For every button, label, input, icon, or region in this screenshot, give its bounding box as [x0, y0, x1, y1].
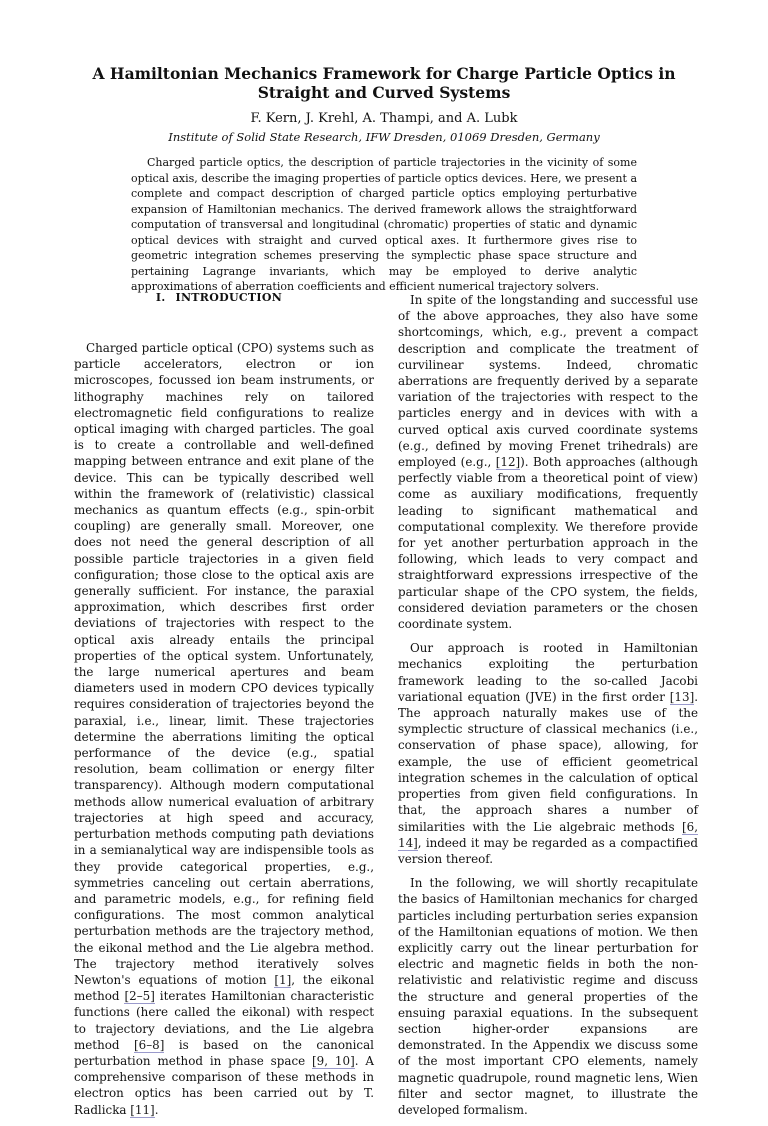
intro-text: Charged particle optical (CPO) systems such as particle accelerators, electron or ion microscopes, focussed ion beam instruments, or lithography machines rely on tailored electromagnetic field configurations to realize optical imaging with charged particles. The goal is to create a controllable and well-defined mapping between entrance and exit plane of the device. This can be typically described well within the framework of (relativistic) classical mechanics as quantum effects (e.g., spin-orbit coupling) are generally small. Moreover, one does not need the general description of all possible particle trajectories in a given field configuration; those close to the optical axis are generally sufficient. For instance, the paraxial approximation, which describes first order deviations of trajectories with respect to the optical axis already entails the principal properties of the optical system. Unfortunately, the large numerical apertures and beam diameters used in modern CPO devices typically requires consideration of trajectories beyond the paraxial, i.e., linear, limit. These trajectories determine the aberrations limiting the optical performance of the device (e.g., spatial resolution, beam collimation or energy filter transparency). Although modern computational methods allow numerical evaluation of arbitrary trajectories at high speed and accuracy, perturbation methods computing path deviations in a semianalytical way are indispensible tools as they provide categorical properties, e.g., symmetries canceling out certain aberrations, and parametric models, e.g., for refining field configurations. The most common analytical perturbation methods are the trajectory method, the eikonal method and the Lie algebra method. The trajectory method iteratively solves Newton's equations of motion — [74, 341, 374, 987]
intro-text: , indeed it may be regarded as a compactified version thereof. — [398, 835, 698, 866]
section-title: INTRODUCTION — [175, 291, 283, 304]
intro-text: In spite of the longstanding and successful use of the above approaches, they also have some shortcomings, which, e.g., prevent a compact description and complicate the treatment of curvilinear systems. Indeed, chromatic aberrations are frequently derived by a separate variation of the trajectories with respect to the particles energy and in devices with with a curved optical axis curved coordinate systems (e.g., defined by moving Frenet trihedrals) are employed (e.g., — [398, 293, 698, 470]
intro-text: ). Both approaches (although perfectly viable from a theoretical point of view) come as auxiliary modifications, frequently leading to significant mathematical and computational complexity. We therefore provide for yet another perturbation approach in the following, which leads to very compact and straightforward expressions irrespective of the particular shape of the CPO system, the fields, considered deviation parameters or the chosen coordinate system. — [398, 455, 698, 632]
citation-link[interactable]: [1] — [274, 972, 292, 987]
intro-text: iterates Hamiltonian characteristic functions (here called the eikonal) with respect to trajectory deviations, and the Lie algebra method — [74, 989, 374, 1052]
right-column — [398, 292, 698, 1126]
section-number: I. — [155, 291, 166, 304]
abstract — [131, 155, 637, 295]
citation-link[interactable]: [6–8] — [134, 1037, 165, 1052]
citation-link[interactable]: [6, 14] — [398, 819, 698, 850]
intro-text: . The approach naturally makes use of the symplectic structure of classical mechanics (i.e., conservation of phase space), allowing, for example, the use of efficient geometrical integration schemes in the calculation of optical properties from given field configurations. In that, the approach shares a number of similarities with the Lie algebraic methods — [398, 689, 698, 834]
intro-paragraph-1 — [74, 340, 374, 1118]
intro-paragraph-4: In the following, we will shortly recapitulate the basics of Hamiltonian mechanics for charged particles including perturbation series expansion of the Hamiltonian equations of motion. We then explicitly carry out the linear perturbation for electric and magnetic fields in both the non-relativistic and relativistic regime and discuss the structure and general properties of the ensuing paraxial equations. In the subsequent section higher-order expansions are demonstrated. In the Appendix we discuss some of the most important CPO elements, namely magnetic quadrupole, round magnetic lens, Wien filter and sector magnet, to illustrate the developed formalism. — [398, 876, 698, 1117]
left-column — [74, 290, 374, 1126]
intro-text: Our approach is rooted in Hamiltonian mechanics exploiting the perturbation framework leading to the so-called Jacobi variational equation (JVE) in the first order — [398, 641, 698, 704]
intro-text: . A comprehensive comparison of these methods in electron optics has been carried out by T. Radlicka — [74, 1053, 374, 1117]
intro-paragraph-3 — [398, 640, 698, 867]
abstract-text: Charged particle optics, the description of particle trajectories in the vicinity of some optical axis, describe the imaging properties of particle optics devices. Here, we present a complete and compact description of charged particle optics employing perturbative expansion of Hamiltonian mechanics. The derived framework allows the straightforward computation of transversal and longitudinal (chromatic) properties of static and dynamic optical devices with straight and curved optical axes. It furthermore gives rise to geometric integration schemes preserving the symplectic phase space structure and pertaining Lagrange invariants, which may be employed to derive analytic approximations of aberration coefficients and efficient numerical trajectory solvers. — [131, 156, 637, 293]
author-list: F. Kern, J. Krehl, A. Thampi, and A. Lubk — [250, 111, 518, 126]
citation-link[interactable]: [9, 10] — [312, 1053, 355, 1068]
citation-link[interactable]: [2–5] — [124, 989, 155, 1004]
citation-link[interactable]: [12] — [495, 455, 521, 470]
affiliation: Institute of Solid State Research, IFW Dresden, 01069 Dresden, Germany — [168, 130, 600, 144]
intro-text: . — [154, 1102, 159, 1117]
intro-text: , the eikonal method — [74, 972, 374, 1004]
section-heading — [74, 290, 374, 306]
intro-paragraph-2 — [398, 292, 698, 632]
citation-link[interactable]: [11] — [130, 1102, 155, 1117]
paper-title: A Hamiltonian Mechanics Framework for Charge Particle Optics in Straight and Curved Systems — [92, 64, 676, 102]
citation-link[interactable]: [13] — [669, 689, 695, 704]
intro-text: is based on the canonical perturbation method in phase space — [74, 1037, 374, 1068]
